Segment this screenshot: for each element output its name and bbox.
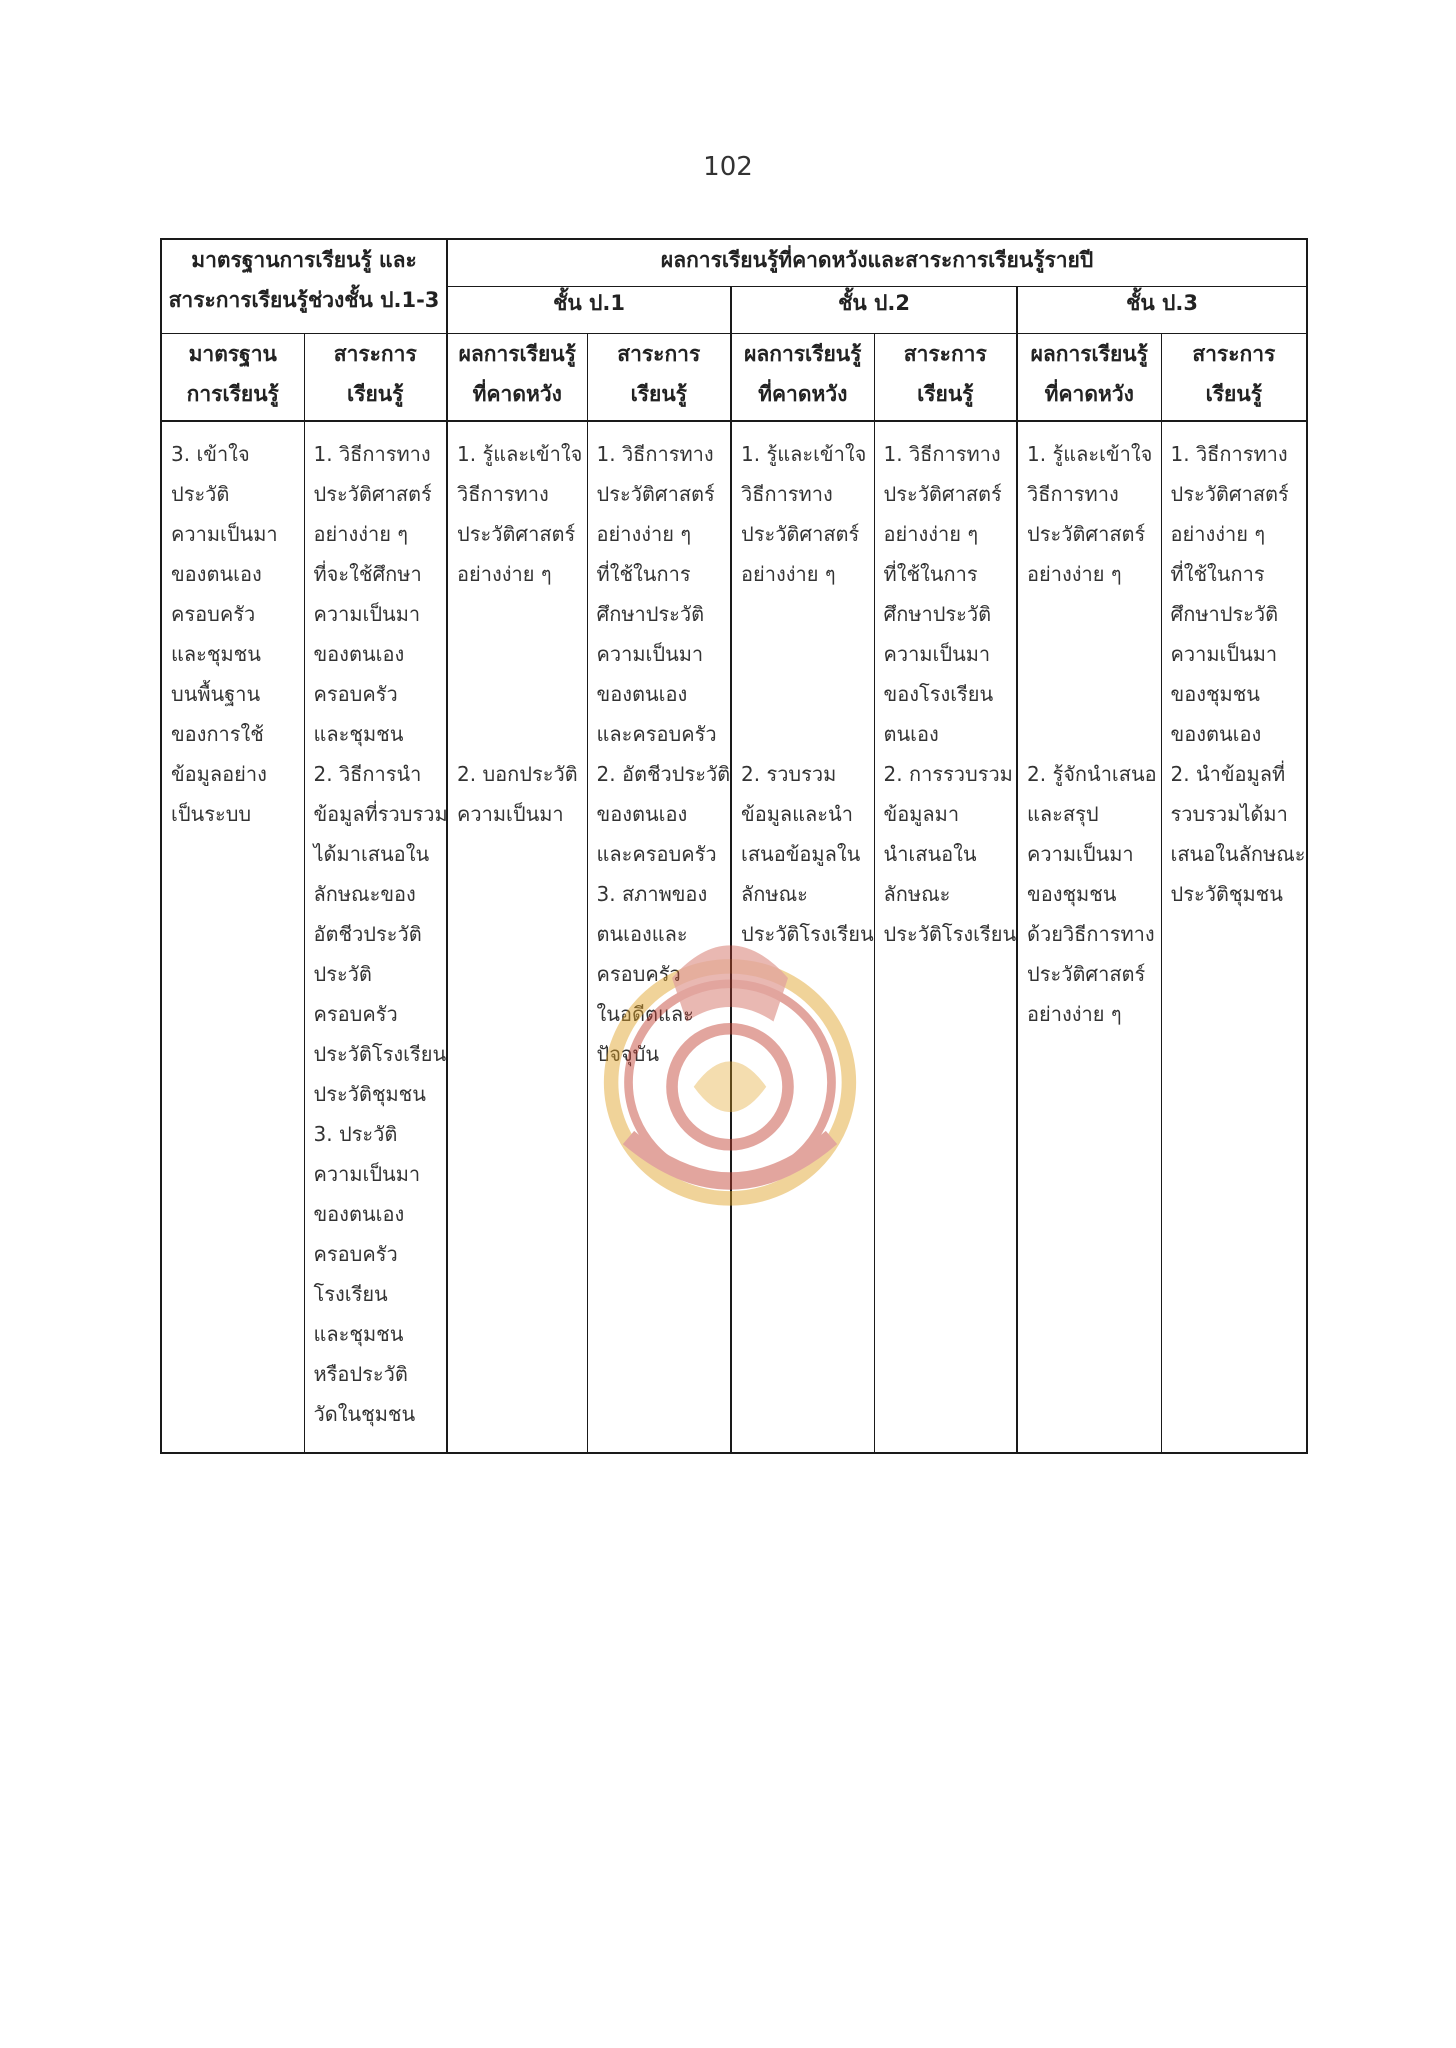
cell-content-range xyxy=(304,421,447,1453)
col-outcome-p1-line2: ที่คาดหวัง xyxy=(472,382,562,406)
curriculum-table xyxy=(160,238,1308,1454)
header-grade-1: ชั้น ป.1 xyxy=(447,287,731,334)
col-content-line1: สาระการ xyxy=(333,342,417,366)
col-content-p2-line1: สาระการ xyxy=(903,342,987,366)
cell-outcome-p1 xyxy=(447,421,587,1453)
cell-content-p3 xyxy=(1161,421,1307,1453)
content-range-text: 1. วิธีการทาง ประวัติศาสตร์ อย่างง่าย ๆ ที่จะใช้ศึกษา ความเป็นมา ของตนเอง ครอบครัว และชุมชน 2. วิธีการนำ ข้อมูลที่รวบรวม ได้มาเสนอใน ลักษณะของ อัตชีวประวัติ ประวัติ ครอบครัว ประวัติโรงเรียน ประวัติชุมชน 3. ประวัติ ความเป็นมา ของตนเอง ครอบครัว โรงเรียน และชุมชน หรือประวัติ วัดในชุมชน xyxy=(313,442,448,1426)
cell-content-p2 xyxy=(874,421,1017,1453)
outcome-p2-item1: 1. รู้และเข้าใจ วิธีการทาง ประวัติศาสตร์ อย่างง่าย ๆ xyxy=(741,442,867,586)
outcome-p1-item2: 2. บอกประวัติ ความเป็นมา xyxy=(457,762,578,826)
cell-standard xyxy=(161,421,304,1453)
col-standard xyxy=(161,334,304,422)
col-outcome-p3 xyxy=(1017,334,1161,422)
col-standard-line1: มาตรฐาน xyxy=(188,342,277,366)
col-outcome-p1 xyxy=(447,334,587,422)
content-p2-text: 1. วิธีการทาง ประวัติศาสตร์ อย่างง่าย ๆ ที่ใช้ในการ ศึกษาประวัติ ความเป็นมา ของโรงเรียน ตนเอง 2. การรวบรวม ข้อมูลมา นำเสนอใน ลักษณะ ประวัติโรงเรียน xyxy=(883,442,1017,946)
col-outcome-p3-line1: ผลการเรียนรู้ xyxy=(1030,342,1148,366)
col-content-p1-line1: สาระการ xyxy=(617,342,701,366)
outcome-p2-item2: 2. รวบรวม ข้อมูลและนำ เสนอข้อมูลใน ลักษณะ ประวัติโรงเรียน xyxy=(741,762,874,946)
col-content-line2: เรียนรู้ xyxy=(347,382,404,406)
col-content-p2-line2: เรียนรู้ xyxy=(917,382,974,406)
col-content-p3-line1: สาระการ xyxy=(1192,342,1276,366)
col-content-p3-line2: เรียนรู้ xyxy=(1205,382,1262,406)
content-p1-text: 1. วิธีการทาง ประวัติศาสตร์ อย่างง่าย ๆ ที่ใช้ในการ ศึกษาประวัติ ความเป็นมา ของตนเอง และครอบครัว 2. อัตชีวประวัติ ของตนเอง และครอบครัว 3. สภาพของ ตนเองและ ครอบครัว ในอดีตและ ปัจจุบัน xyxy=(596,442,731,1066)
header-grade-2: ชั้น ป.2 xyxy=(731,287,1017,334)
outcome-p3-item1: 1. รู้และเข้าใจ วิธีการทาง ประวัติศาสตร์ อย่างง่าย ๆ xyxy=(1027,442,1153,586)
col-content-p1-line2: เรียนรู้ xyxy=(630,382,687,406)
header-yearly-title: ผลการเรียนรู้ที่คาดหวังและสาระการเรียนรู้รายปี xyxy=(447,239,1307,287)
standard-text: 3. เข้าใจ ประวัติ ความเป็นมา ของตนเอง ครอบครัว และชุมชน บนพื้นฐาน ของการใช้ ข้อมูลอย่าง เป็นระบบ xyxy=(171,442,278,826)
page-number: 102 xyxy=(703,152,753,182)
col-outcome-p1-line1: ผลการเรียนรู้ xyxy=(458,342,576,366)
col-outcome-p2-line2: ที่คาดหวัง xyxy=(758,382,848,406)
cell-content-p1 xyxy=(587,421,731,1453)
col-outcome-p3-line2: ที่คาดหวัง xyxy=(1044,382,1134,406)
col-standard-line2: การเรียนรู้ xyxy=(186,382,279,406)
col-content-p2 xyxy=(874,334,1017,422)
content-p3-text: 1. วิธีการทาง ประวัติศาสตร์ อย่างง่าย ๆ ที่ใช้ในการ ศึกษาประวัติ ความเป็นมา ของชุมชน ของตนเอง 2. นำข้อมูลที่ รวบรวมได้มา เสนอในลักษณะ ประวัติชุมชน xyxy=(1170,442,1306,906)
col-outcome-p2-line1: ผลการเรียนรู้ xyxy=(744,342,862,366)
col-outcome-p2 xyxy=(731,334,874,422)
col-content-p1 xyxy=(587,334,731,422)
cell-outcome-p3 xyxy=(1017,421,1161,1453)
cell-outcome-p2 xyxy=(731,421,874,1453)
header-grade-3: ชั้น ป.3 xyxy=(1017,287,1307,334)
outcome-p3-item2: 2. รู้จักนำเสนอ และสรุป ความเป็นมา ของชุมชน ด้วยวิธีการทาง ประวัติศาสตร์ อย่างง่าย ๆ xyxy=(1027,762,1157,1026)
header-standards-line1: มาตรฐานการเรียนรู้ และ xyxy=(191,248,417,272)
col-content-p3 xyxy=(1161,334,1307,422)
col-content xyxy=(304,334,447,422)
header-standards-title xyxy=(161,239,447,334)
header-standards-line2: สาระการเรียนรู้ช่วงชั้น ป.1-3 xyxy=(168,288,440,312)
outcome-p1-item1: 1. รู้และเข้าใจ วิธีการทาง ประวัติศาสตร์ อย่างง่าย ๆ xyxy=(457,442,583,586)
